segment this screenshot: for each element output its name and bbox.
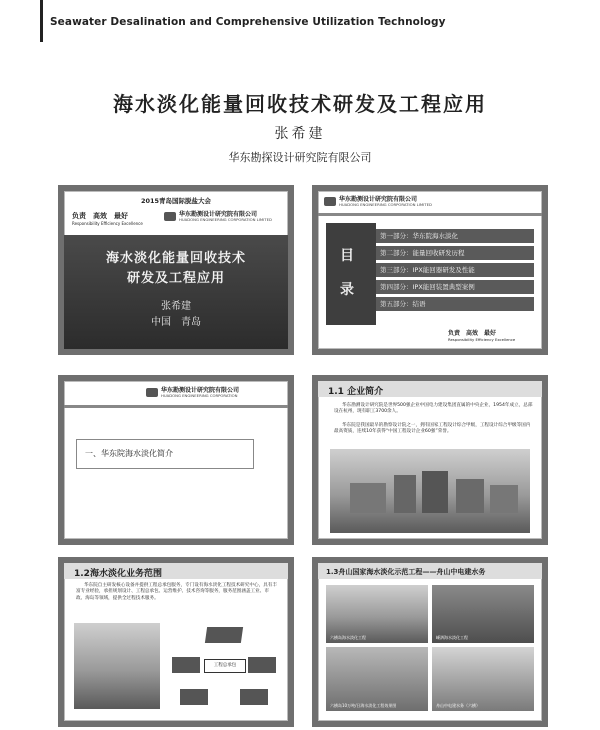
building-block	[490, 485, 518, 513]
slide6-photo-3	[326, 647, 428, 711]
slide-4-company-intro	[312, 375, 548, 545]
slide5-heading: 1.2海水淡化业务范围	[74, 569, 162, 579]
slide2-toc-list	[376, 229, 534, 311]
slide1-company-en: HUADONG ENGINEERING CORPORATION LIMITED	[179, 217, 272, 222]
building-block	[394, 475, 416, 513]
diagram-node	[180, 689, 208, 705]
slide3-company-cn: 华东勘测设计研究院有限公司	[161, 387, 240, 394]
slide2-toc-char-1: 目	[340, 248, 354, 264]
slide1-conference: 2015青岛国际脱盐大会	[140, 197, 212, 205]
slide2-motto-en: Responsibility Efficiency Excellence	[448, 337, 516, 342]
slide-3-section	[58, 375, 294, 545]
slide5-para: 华东院自主研发核心设备并提供工程总承包服务，专门设有海水淡化工程技术研究中心，具有丰富专业经验，承担规划设计、工程总承包、运营维护、技术咨询等服务，服务范围涵盖工业、市政、海岛等领域，提供全过程技术服务。	[76, 583, 277, 601]
slide1-speaker: 张希建	[161, 301, 191, 312]
slide-1-title	[58, 185, 294, 355]
slide4-heading: 1.1 企业简介	[328, 387, 384, 397]
slide5-diagram	[172, 627, 276, 707]
diagram-node	[240, 689, 268, 705]
slide1-motto-cn: 负责 高效 最好	[72, 212, 128, 220]
slide6-photo-2	[432, 585, 534, 643]
company-logo-icon	[164, 212, 176, 221]
slide2-company-cn: 华东勘测设计研究院有限公司	[339, 196, 418, 203]
slide1-company-logo	[164, 211, 272, 222]
slide3-divider	[64, 405, 288, 408]
article-affiliation: 华东勘探设计研究院有限公司	[228, 151, 372, 164]
slide2-motto-cn: 负责 高效 最好	[448, 330, 497, 337]
building-block	[422, 471, 448, 513]
slide1-motto-en: Responsibility Efficiency Excellence	[72, 221, 143, 226]
slide5-plant-photo	[74, 623, 160, 709]
slide4-para-2: 华东院是我国最早的勘察设计院之一，拥有国家工程设计综合甲级，工程设计综合甲级等国内最高资质，连续10年获得“中国工程设计企业60强”荣誉。	[334, 423, 531, 435]
slide4-para-1: 华东勘测设计研究院是世界500强企业中国电力建设集团直属的中央企业，1954年成立，总部设在杭州，现有职工3700余人。	[334, 403, 533, 415]
slide3-company-logo	[146, 387, 239, 398]
slide2-toc-item: 第三部分：IPX能回器研发及性能	[376, 263, 534, 277]
slide6-photo-1	[326, 585, 428, 643]
slide2-toc-item: 第四部分：IPX能回装置典型案例	[376, 280, 534, 294]
diagram-node	[248, 657, 276, 673]
article-author: 张希建	[274, 126, 326, 142]
journal-title: Seawater Desalination and Comprehensive Utilization Technology	[50, 16, 446, 28]
slide2-toc-item: 第一部分：华东院海水淡化	[376, 229, 534, 243]
diagram-node	[172, 657, 200, 673]
slide-2-contents	[312, 185, 548, 355]
slide2-company-en: HUADONG ENGINEERING CORPORATION LIMITED	[339, 202, 432, 207]
slide2-toc-item: 第二部分：能量回收研发历程	[376, 246, 534, 260]
slide2-toc-panel	[326, 223, 376, 325]
slide1-title-line2: 研发及工程应用	[126, 271, 225, 286]
slide6-heading: 1.3舟山国家海水淡化示范工程——舟山中电建水务	[326, 568, 486, 576]
slide6-photo-4	[432, 647, 534, 711]
slide2-company-logo	[324, 196, 432, 207]
slide6-caption-4: 舟山中电建水务（六横）	[436, 703, 480, 708]
company-logo-icon	[146, 388, 158, 397]
diagram-center-label: 工程总承包	[204, 659, 246, 673]
slide1-company-cn: 华东勘测设计研究院有限公司	[179, 211, 258, 218]
slide3-section-title: 一、华东院海水淡化简介	[85, 449, 173, 458]
article-title: 海水淡化能量回收技术研发及工程应用	[113, 92, 487, 116]
slide4-campus-photo	[330, 449, 530, 533]
header-rule	[40, 0, 43, 42]
slide6-caption-2: 嵊泗海水淡化工程	[436, 635, 468, 640]
slide6-caption-1: 六横岛海水淡化工程	[330, 635, 366, 640]
building-block	[456, 479, 484, 513]
company-logo-icon	[324, 197, 336, 206]
slide1-location: 中国 青岛	[151, 317, 201, 328]
diagram-node	[205, 627, 243, 643]
slide3-company-en: HUADONG ENGINEERING CORPORATION	[161, 393, 238, 398]
building-block	[350, 483, 386, 513]
slide-6-demo-project	[312, 557, 548, 727]
slide3-section-box	[76, 439, 254, 469]
slide6-caption-3: 六横岛10万吨/日海水淡化工程效果图	[330, 703, 397, 708]
slide1-dark-panel	[64, 235, 288, 349]
slide-5-business-scope	[58, 557, 294, 727]
slide1-title-line1: 海水淡化能量回收技术	[105, 251, 246, 266]
slide2-divider	[318, 213, 542, 216]
slide2-toc-item: 第五部分：结语	[376, 297, 534, 311]
slide2-toc-char-2: 录	[340, 282, 354, 298]
